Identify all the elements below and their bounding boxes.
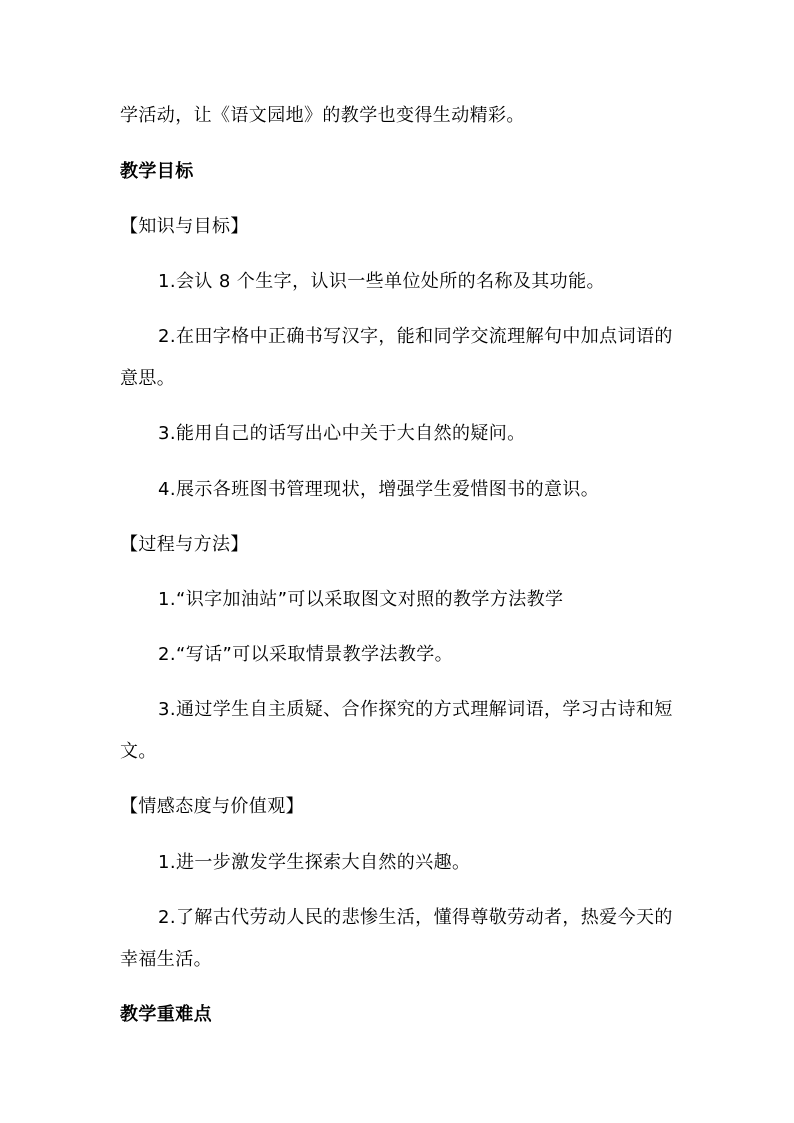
list-item-knowledge-1: 1.会认 8 个生字，认识一些单位处所的名称及其功能。 bbox=[158, 271, 605, 292]
list-item-emotion-2: 2.了解古代劳动人民的悲惨生活，懂得尊敬劳动者，热爱今天的 bbox=[158, 907, 673, 928]
heading-teaching-goals: 教学目标 bbox=[120, 161, 194, 182]
paragraph-line-intro-continuation: 学活动，让《语文园地》的教学也变得生动精彩。 bbox=[120, 105, 525, 126]
list-item-knowledge-2-continuation: 意思。 bbox=[120, 368, 176, 389]
list-item-process-3-continuation: 文。 bbox=[120, 741, 157, 762]
heading-key-difficulties: 教学重难点 bbox=[120, 1004, 212, 1025]
subheading-emotion-values: 【情感态度与价值观】 bbox=[120, 796, 304, 817]
list-item-knowledge-3: 3.能用自己的话写出心中关于大自然的疑问。 bbox=[158, 423, 526, 444]
list-item-knowledge-2: 2.在田字格中正确书写汉字，能和同学交流理解句中加点词语的 bbox=[158, 326, 673, 347]
list-item-process-3: 3.通过学生自主质疑、合作探究的方式理解词语，学习古诗和短 bbox=[158, 699, 673, 720]
list-item-emotion-1: 1.进一步激发学生探索大自然的兴趣。 bbox=[158, 852, 471, 873]
list-item-knowledge-4: 4.展示各班图书管理现状，增强学生爱惜图书的意识。 bbox=[158, 479, 600, 500]
list-item-emotion-2-continuation: 幸福生活。 bbox=[120, 949, 212, 970]
list-item-process-2: 2.“写话”可以采取情景教学法教学。 bbox=[158, 644, 454, 665]
list-item-process-1: 1.“识字加油站”可以采取图文对照的教学方法教学 bbox=[158, 589, 564, 610]
subheading-knowledge-goals: 【知识与目标】 bbox=[120, 216, 249, 237]
subheading-process-methods: 【过程与方法】 bbox=[120, 534, 249, 555]
